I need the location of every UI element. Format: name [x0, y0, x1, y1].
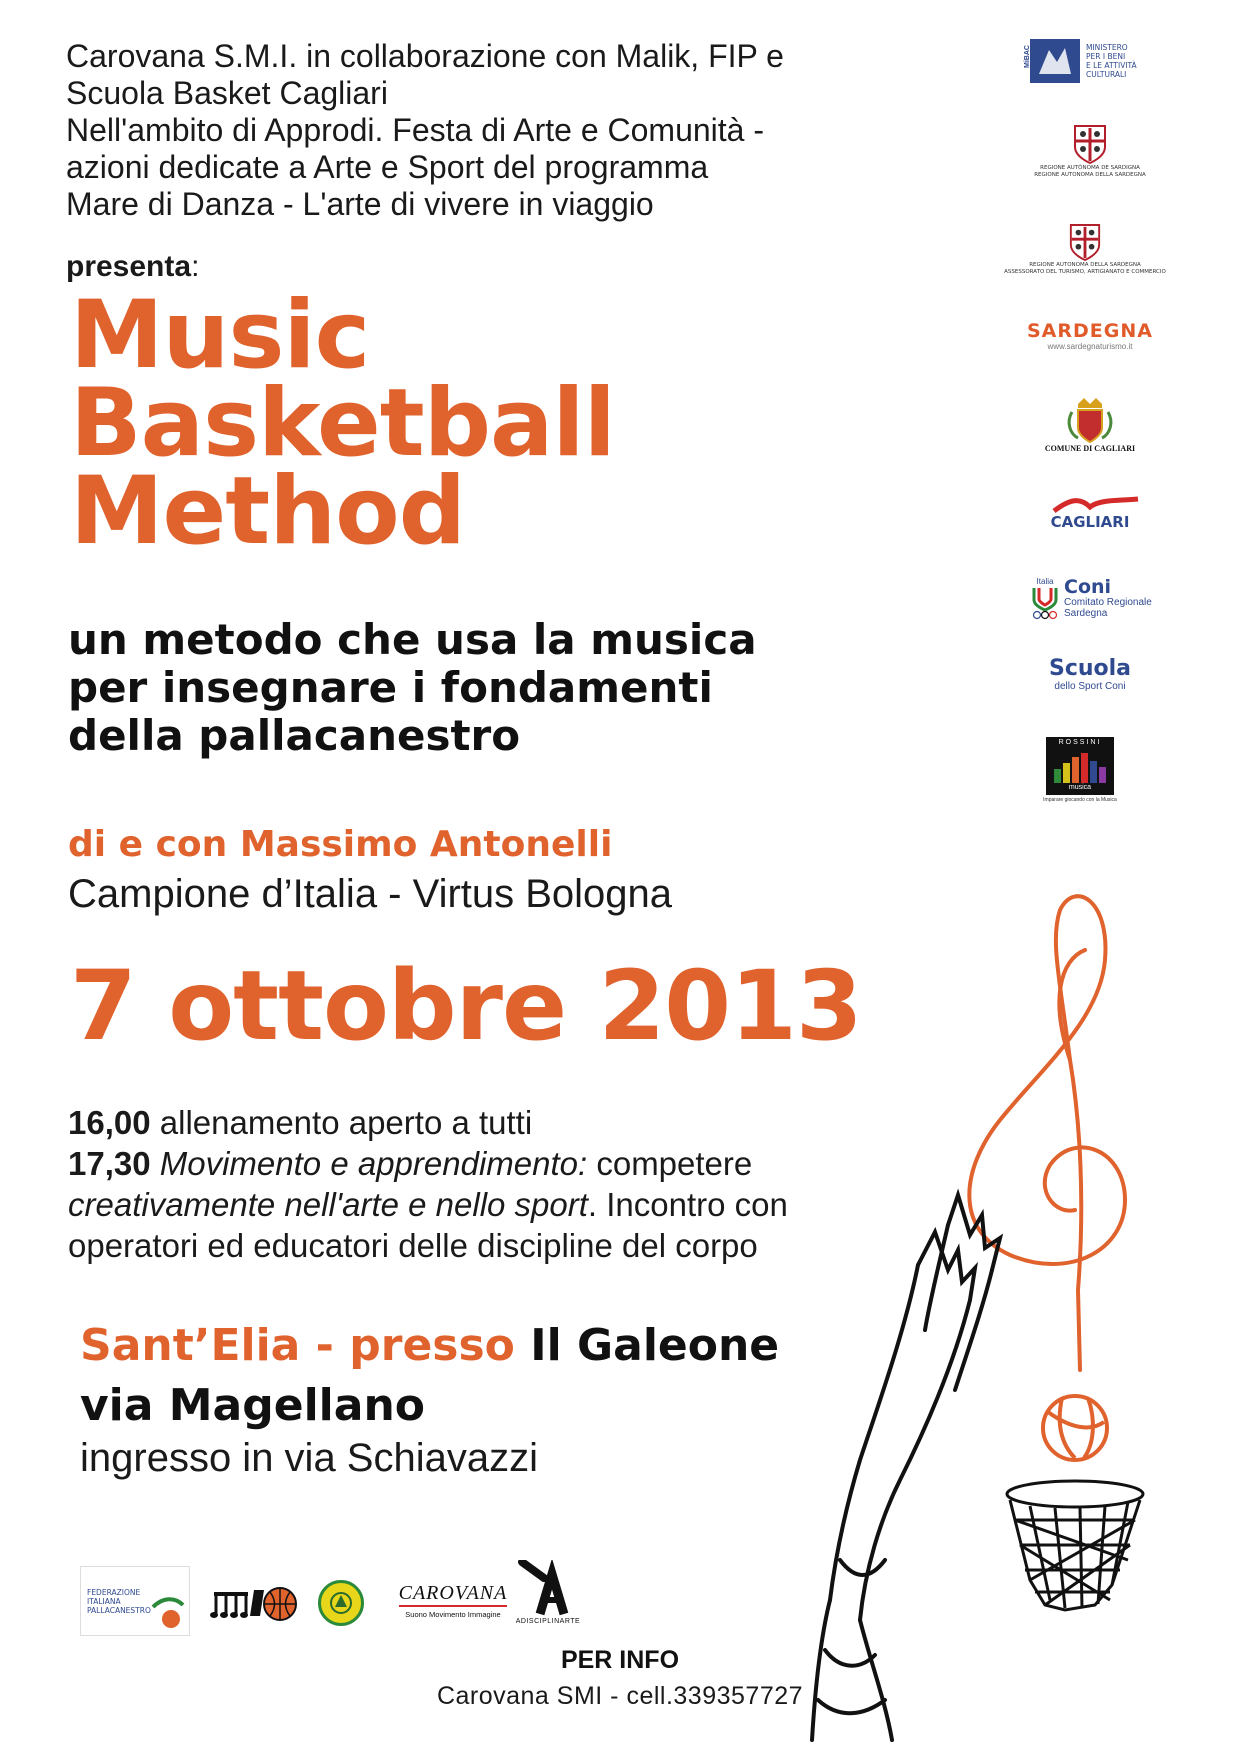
carovana-tag: Suono Movimento Immagine	[405, 1610, 501, 1619]
schedule-item-cont	[68, 1184, 968, 1225]
cagliari-logo	[1030, 490, 1150, 536]
scuola-name: Scuola	[1048, 656, 1132, 681]
mbm-logo	[208, 1580, 298, 1626]
author-line: di e con Massimo Antonelli	[68, 824, 613, 865]
comune-crest-icon	[1064, 398, 1116, 444]
intro-text	[66, 38, 966, 223]
coni-text	[1064, 577, 1152, 619]
mibac-text-line: MINISTERO	[1086, 43, 1128, 52]
venue-street: via Magellano	[80, 1380, 425, 1431]
schedule-item-cont: operatori ed educatori delle discipline del corpo	[68, 1227, 758, 1264]
title-line: Basketball	[70, 369, 615, 478]
schedule-text-italic: Movimento e apprendimento:	[150, 1145, 588, 1182]
regione-text-line: REGIONE AUTONOMA DELLA SARDEGNA	[1029, 262, 1141, 268]
carovana-name: CAROVANA	[399, 1582, 508, 1607]
schedule-text: competere	[587, 1145, 753, 1182]
subtitle-line: per insegnare i fondamenti	[68, 663, 713, 712]
info-heading: PER INFO	[560, 1646, 680, 1674]
mibac-text	[1086, 43, 1137, 79]
coni-italia: Italia	[1036, 576, 1054, 586]
rossini-logo	[1040, 728, 1120, 812]
coni-mark	[1030, 577, 1060, 620]
fip-logo	[80, 1566, 190, 1636]
coni-name: Coni	[1064, 576, 1112, 598]
music-notes-ball-icon	[208, 1580, 298, 1626]
cagliari-swoosh-icon	[1040, 495, 1140, 513]
intro-line: Scuola Basket Cagliari	[66, 75, 388, 111]
mibac-mark-icon	[1023, 39, 1080, 83]
basketball-icon	[1043, 1396, 1107, 1460]
rossini-box	[1046, 737, 1114, 795]
mibac-logo	[1023, 36, 1160, 86]
coni-sub: Sardegna	[1064, 608, 1108, 619]
scuola-sport-logo	[1030, 648, 1150, 700]
intro-line: Mare di Danza - L'arte di vivere in viaggio	[66, 186, 654, 222]
event-title	[70, 281, 615, 566]
intro-line: azioni dedicate a Arte e Sport del programma	[66, 149, 709, 185]
adisciplinarte-text: ADISCIPLINARTE	[515, 1618, 581, 1625]
author-credentials: Campione d’Italia - Virtus Bologna	[68, 872, 673, 916]
mibac-mark-text: MiBAC	[1023, 45, 1031, 68]
club-round-logo	[318, 1580, 364, 1626]
fip-text-line: FEDERAZIONE	[87, 1587, 141, 1597]
regione-text-line: ASSESSORATO DEL TURISMO, ARTIGIANATO E COMMERCIO	[1004, 269, 1166, 275]
comune-text: COMUNE DI CAGLIARI	[1044, 443, 1136, 453]
regione-crest-icon	[1068, 222, 1102, 262]
mibac-text-line: PER I BENI	[1086, 52, 1126, 61]
fip-ball-icon	[149, 1595, 185, 1631]
rossini-caption: Imparare giocando con la Musica	[1043, 797, 1117, 803]
mibac-text-line: E LE ATTIVITÀ	[1086, 61, 1137, 70]
event-subtitle	[68, 616, 757, 760]
schedule-text: allenamento aperto a tutti	[150, 1104, 533, 1141]
subtitle-line: un metodo che usa la musica	[68, 615, 757, 664]
rossini-top: ROSSINI	[1058, 739, 1102, 746]
presenta-colon: :	[191, 250, 200, 283]
schedule-time: 17,30	[68, 1145, 151, 1182]
sponsor-logos-bottom	[80, 1560, 640, 1650]
rossini-bars-icon	[1054, 749, 1106, 783]
regione-sardegna-logo	[1015, 120, 1165, 182]
regione-turismo-logo	[995, 218, 1175, 280]
adisciplinarte-logo	[508, 1560, 588, 1642]
cagliari-text: CAGLIARI	[1050, 513, 1130, 531]
sardegna-url: www.sardegnaturismo.it	[1047, 341, 1133, 351]
regione-turismo-text	[1004, 262, 1166, 276]
sardegna-name: SARDEGNA	[1027, 319, 1153, 342]
rossini-band: musica	[1068, 784, 1092, 791]
regione-text-line: REGIONE AUTONOMA DELLA SARDEGNA	[1034, 172, 1146, 178]
basket-hoop-icon	[1007, 1481, 1143, 1610]
presenta-word: presenta	[66, 250, 192, 283]
scuola-sub: dello Sport Coni	[1054, 681, 1126, 692]
mibac-text-line: CULTURALI	[1086, 70, 1127, 79]
schedule-item	[68, 1102, 968, 1143]
coni-sub: Comitato Regionale	[1064, 597, 1152, 608]
info-contact: Carovana SMI - cell.339357727	[436, 1682, 804, 1710]
regione-crest-icon	[1072, 123, 1108, 165]
event-date: 7 ottobre 2013	[70, 950, 862, 1062]
comune-cagliari-logo	[1030, 392, 1150, 458]
schedule	[68, 1102, 968, 1266]
regione-text	[1034, 165, 1146, 179]
venue-line	[80, 1320, 779, 1372]
coni-logo	[1030, 570, 1170, 626]
presenta-label	[66, 250, 199, 284]
a-letter-icon	[518, 1560, 578, 1618]
schedule-text: . Incontro con	[587, 1186, 788, 1223]
fip-text-line: ITALIANA	[87, 1596, 121, 1606]
intro-line: Nell'ambito di Approdi. Festa di Arte e Comunità -	[66, 112, 764, 148]
title-line: Music	[70, 281, 370, 390]
schedule-time: 16,00	[68, 1104, 151, 1141]
sardegna-turismo-logo	[1020, 310, 1160, 360]
regione-text-line: REGIONE AUTÒNOMA DE SARDIGNA	[1040, 165, 1140, 171]
fip-text	[87, 1588, 151, 1615]
title-line: Method	[70, 457, 466, 566]
fip-text-line: PALLACANESTRO	[87, 1605, 151, 1615]
club-figure-icon	[327, 1589, 355, 1617]
subtitle-line: della pallacanestro	[68, 711, 521, 760]
mibac-symbol-icon	[1035, 44, 1075, 78]
intro-line: Carovana S.M.I. in collaborazione con Malik, FIP e	[66, 38, 784, 74]
schedule-text-italic: creativamente nell'arte e nello sport	[68, 1186, 588, 1223]
venue-building: Il Galeone	[514, 1320, 780, 1371]
coni-rings-icon	[1030, 586, 1060, 620]
carovana-logo	[398, 1582, 508, 1632]
venue-place: Sant’Elia - presso	[80, 1320, 515, 1371]
venue-entry: ingresso in via Schiavazzi	[80, 1436, 538, 1480]
schedule-item	[68, 1143, 968, 1184]
treble-clef-icon	[969, 896, 1125, 1370]
